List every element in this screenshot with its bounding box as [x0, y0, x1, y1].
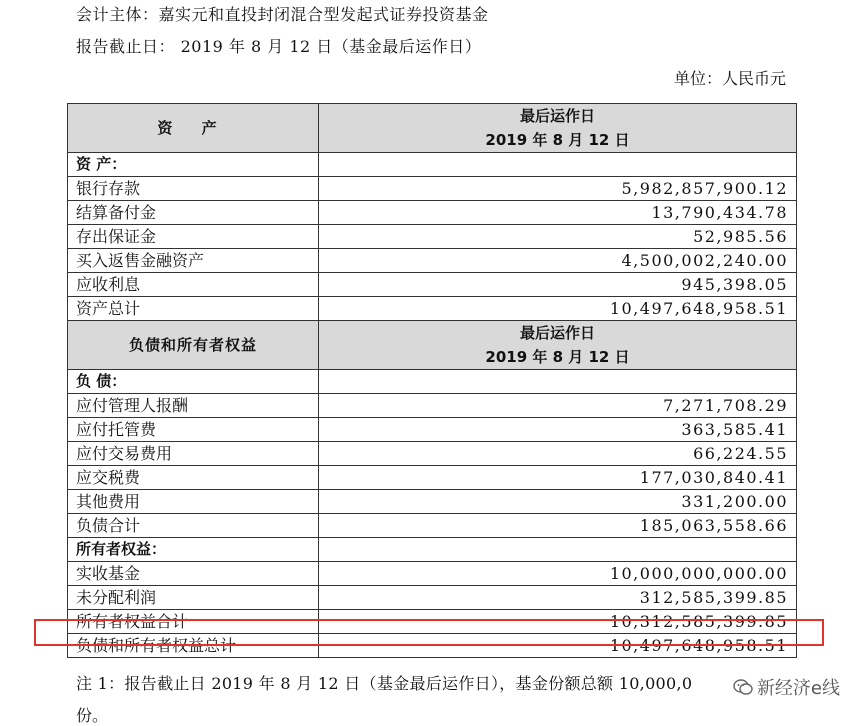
row-value: 185,063,558.66 [319, 514, 797, 538]
footnote-line-2: 份。 [76, 706, 109, 725]
row-label: 所有者权益合计 [68, 610, 319, 634]
row-value: 5,982,857,900.12 [319, 177, 797, 201]
total-assets-row [68, 297, 797, 321]
equity-section-row [68, 538, 797, 562]
row-label: 应付托管费 [68, 418, 319, 442]
row-label: 应收利息 [68, 273, 319, 297]
table-row [68, 562, 797, 586]
assets-section-row [68, 153, 797, 177]
row-value: 10,312,585,399.85 [319, 610, 797, 634]
balance-sheet-table [67, 103, 797, 658]
row-label: 应付交易费用 [68, 442, 319, 466]
equity-section-label: 所有者权益： [68, 538, 319, 562]
row-value: 177,030,840.41 [319, 466, 797, 490]
table-row [68, 225, 797, 249]
liabilities-header-label: 负债和所有者权益 [68, 321, 319, 370]
table-row [68, 418, 797, 442]
currency-unit: 单位：人民币元 [673, 69, 786, 88]
row-label: 应交税费 [68, 466, 319, 490]
row-label: 未分配利润 [68, 586, 319, 610]
table-row [68, 586, 797, 610]
row-value: 13,790,434.78 [319, 201, 797, 225]
report-date: 报告截止日： 2019 年 8 月 12 日（基金最后运作日） [76, 37, 482, 56]
accounting-entity: 会计主体：嘉实元和直投封闭混合型发起式证券投资基金 [76, 5, 489, 24]
row-value: 4,500,002,240.00 [319, 249, 797, 273]
assets-header-label: 资 产 [68, 104, 319, 153]
table-row [68, 249, 797, 273]
row-label: 负债合计 [68, 514, 319, 538]
row-label: 实收基金 [68, 562, 319, 586]
assets-header-row [68, 104, 797, 153]
row-value: 10,497,648,958.51 [319, 634, 797, 658]
row-label: 银行存款 [68, 177, 319, 201]
table-row [68, 201, 797, 225]
row-value: 66,224.55 [319, 442, 797, 466]
highlight-box [34, 619, 824, 646]
table-row [68, 466, 797, 490]
assets-section-label: 资 产： [68, 153, 319, 177]
total-liabilities-row [68, 514, 797, 538]
row-value: 331,200.00 [319, 490, 797, 514]
wechat-icon [733, 679, 753, 695]
watermark-text: 新经济e线 [756, 678, 840, 699]
liabilities-section-label: 负 债： [68, 370, 319, 394]
row-label: 结算备付金 [68, 201, 319, 225]
row-value: 52,985.56 [319, 225, 797, 249]
watermark [731, 674, 842, 700]
row-value: 10,000,000,000.00 [319, 562, 797, 586]
liabilities-header-row [68, 321, 797, 370]
table-row [68, 177, 797, 201]
liabilities-section-row [68, 370, 797, 394]
row-value: 363,585.41 [319, 418, 797, 442]
row-value: 7,271,708.29 [319, 394, 797, 418]
table-row [68, 273, 797, 297]
row-value: 945,398.05 [319, 273, 797, 297]
liabilities-header-date: 最后运作日 2019 年 8 月 12 日 [319, 321, 797, 370]
row-label: 资产总计 [68, 297, 319, 321]
footnote-line-1: 注 1：报告截止日 2019 年 8 月 12 日（基金最后运作日），基金份额总额 10,000,0 [76, 674, 693, 693]
row-value: 312,585,399.85 [319, 586, 797, 610]
row-label: 负债和所有者权益总计 [68, 634, 319, 658]
row-label: 应付管理人报酬 [68, 394, 319, 418]
row-value: 10,497,648,958.51 [319, 297, 797, 321]
row-label: 买入返售金融资产 [68, 249, 319, 273]
row-label: 其他费用 [68, 490, 319, 514]
row-label: 存出保证金 [68, 225, 319, 249]
assets-header-date: 最后运作日 2019 年 8 月 12 日 [319, 104, 797, 153]
table-row [68, 442, 797, 466]
table-row [68, 394, 797, 418]
table-row [68, 490, 797, 514]
